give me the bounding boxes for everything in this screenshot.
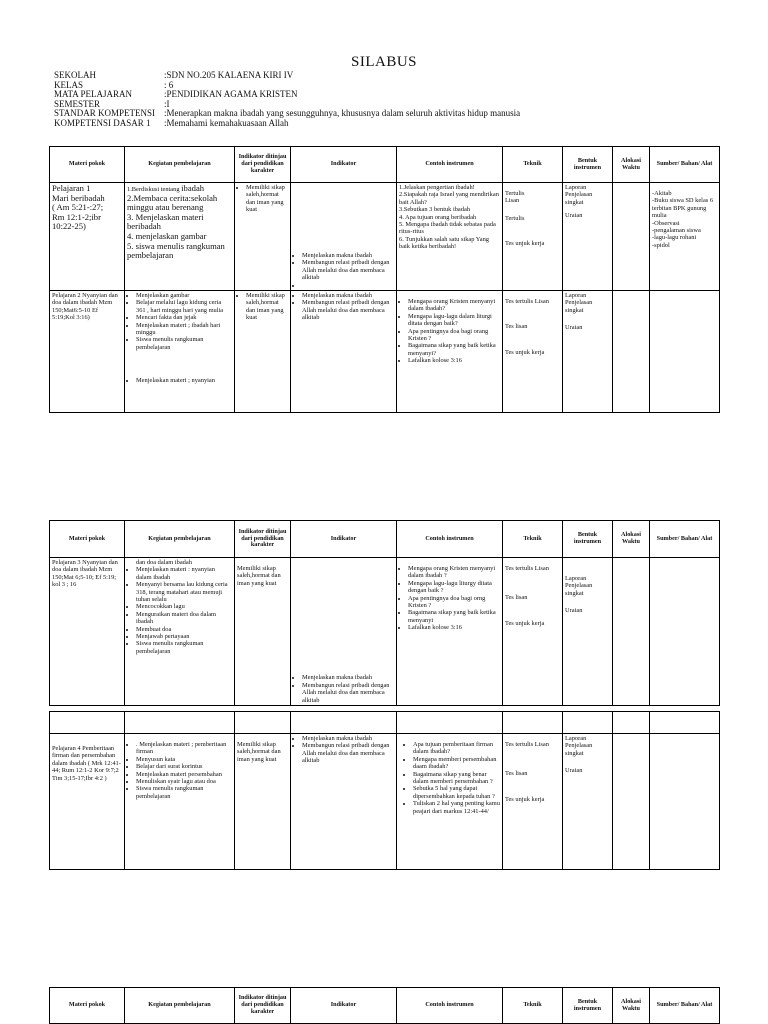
list-item: • Menjelaskan makna ibadah [302, 292, 394, 299]
header-kegiatan: Kegiatan pembelajaran [125, 147, 235, 183]
text-line: 2.Siapakah raja Israel yang mendirikan bait Allah? [399, 191, 499, 206]
cell-contoh [397, 734, 503, 870]
syllabus-table-3 [49, 711, 720, 870]
cell-sumber [650, 558, 720, 706]
cell-indikator [291, 183, 397, 291]
header-indikator: Indikator [291, 147, 397, 183]
list-item: • Membuat doa [136, 626, 232, 633]
meta-row-school [54, 71, 520, 81]
list-item: • Mencari fakta dan jejak [136, 314, 232, 321]
header-materi: Materi pokok [50, 988, 125, 1024]
list-item: • Membangun relasi pribadi dengan Allah melalui doa dan membaca alkitab [302, 299, 394, 321]
header-indikator: Indikator [291, 521, 397, 558]
list-item: • Belajar melalui lagu kidung ceria 361 , hari minggu hari yang mulia [136, 299, 232, 314]
header-sumber: Sumber/ Bahan/ Alat [650, 147, 720, 183]
meta-row-basic-competency [54, 119, 520, 129]
list-item [302, 282, 394, 289]
text-line: 10:22-25) [52, 221, 86, 232]
list-item: • Menjelaskan gambar [136, 292, 232, 299]
text-line: Tes unjuk kerja [505, 348, 545, 356]
meta-value: :Menerapkan makna ibadah yang sesungguhnya, khususnya dalam seluruh aktivitas hidup manusia [164, 108, 521, 119]
cell-kegiatan [125, 291, 235, 413]
cell-teknik [503, 183, 563, 291]
text-line: Penjelasan singkat [565, 191, 593, 206]
header-teknik: Teknik [503, 147, 563, 183]
text-line: ibadah [181, 183, 205, 193]
header-sumber: Sumber/ Bahan/ Alat [650, 521, 720, 558]
list-item: • Mengapa orang Kristen menyanyi dalam ibadah? [408, 298, 500, 313]
document-meta [54, 71, 520, 129]
header-indikator: Indikator [291, 988, 397, 1024]
text-line: Tertulis [505, 214, 525, 222]
table-row [50, 712, 720, 734]
text-line: -pengalaman siswa [652, 227, 701, 235]
meta-value: :I [164, 98, 170, 109]
text-line: Penjelasan singkat [565, 299, 593, 314]
text-line: Uraian [565, 607, 583, 615]
header-contoh: Contoh instrumen [397, 988, 503, 1024]
syllabus-table-4 [49, 987, 720, 1024]
list-item: • Menjelaskan makna ibadah [302, 735, 394, 742]
header-teknik: Teknik [503, 988, 563, 1024]
table-header-row [50, 988, 720, 1024]
cell-empty [613, 712, 650, 734]
header-materi: Materi pokok [50, 147, 125, 183]
list-item: • Membangun relasi pribadi dengan Allah melalui doa dan membaca alkitab [302, 682, 394, 704]
list-item: • Mengapa memberi persembahan daam ibadah? [413, 756, 500, 771]
header-kegiatan: Kegiatan pembelajaran [125, 521, 235, 558]
cell-kegiatan [125, 734, 235, 870]
list-item: • Lafalkan kolose 3:16 [408, 624, 500, 631]
list-item: • Belajar dari surat korintus [136, 763, 232, 770]
text-line: Lisan [505, 197, 520, 205]
header-alokasi: Alokasi Waktu [613, 988, 650, 1024]
list-item: • Sebutka 5 hal yang dapat dipersembahkan kepada tuhan ? [413, 785, 500, 800]
list-item: • Menjelaskan materi ; ibadah hari minggu [136, 322, 232, 337]
text-line: 6. Tunjukkan salah satu sikap Yang baik ketika beribadah! [399, 235, 490, 251]
cell-karakter [235, 183, 291, 291]
meta-label: KOMPETENSI DASAR 1 [54, 117, 151, 128]
cell-bentuk [563, 734, 613, 870]
list-item: • Mengapa lagu-lagu dalam liturgi ditata dengan baik? [408, 313, 500, 328]
list-item: • Apa tujuan pemberitaan firman dalam ibadah? [413, 741, 500, 756]
meta-value: :SDN NO.205 KALAENA KIRI IV [164, 70, 294, 80]
text-line: 4. Apa tujuan orang beribadah [399, 213, 477, 221]
meta-label: MATA PELAJARAN [54, 89, 133, 100]
cell-empty [125, 712, 235, 734]
cell-sumber [650, 183, 720, 291]
header-kegiatan: Kegiatan pembelajaran [125, 988, 235, 1024]
text-line: -spidol [652, 241, 670, 249]
list-item: • Siswa menulis rangkuman pembelajaran [136, 336, 232, 351]
list-item: • Bagaimana sikap yang benar dalam memberi persembahan ? [413, 771, 500, 786]
cell-alokasi [613, 734, 650, 870]
cell-indikator [291, 291, 397, 413]
text-line: Uraian [565, 324, 583, 332]
list-item: • Menguraikan materi doa dalam ibadah [136, 611, 232, 626]
cell-teknik [503, 291, 563, 413]
header-materi: Materi pokok [50, 521, 125, 558]
header-indikator-karakter: Indikator ditinjau dari pendidikan karakter [235, 521, 291, 558]
list-item: • Menjelaskan makna ibadah [302, 252, 394, 259]
list-item: • Siswa menulis rangkuman pembelajaran [136, 640, 232, 655]
text-line: -lagu-lagu rohani [652, 234, 697, 242]
cell-teknik [503, 734, 563, 870]
text-line: Tes lisan [505, 770, 528, 778]
cell-materi [50, 183, 125, 291]
text-line: 3. Menjelaskan materi beribadah [127, 211, 204, 232]
syllabus-table-2 [49, 520, 720, 706]
cell-kegiatan [125, 183, 235, 291]
text-line: Laporan [565, 575, 587, 582]
list-item: • Lafalkan kolose 3:16 [408, 357, 500, 364]
list-item: • Bagaimana sikap yang baik ketika menyanyi [408, 609, 500, 624]
text-line: Tes lisan [505, 323, 528, 331]
cell-empty [397, 712, 503, 734]
list-item: • Menjelaskan makna ibadah [302, 674, 394, 681]
text-line: ( Am 5:21-:27; [52, 202, 104, 213]
cell-materi [50, 291, 125, 413]
list-item: • Menjawab pertayaan [136, 633, 232, 640]
header-sumber: Sumber/ Bahan/ Alat [650, 988, 720, 1024]
cell-karakter [235, 558, 291, 706]
meta-label: SEMESTER [54, 98, 101, 109]
cell-sumber [650, 291, 720, 413]
table-header-row [50, 521, 720, 558]
list-item: • Menyusun kata [136, 756, 232, 763]
list-item: • Mengapa lagu-lagu liturgy ditata dengan baik ? [408, 580, 500, 595]
text-line: 3.Sebutkan 3 bentuk ibadah [399, 206, 470, 214]
header-bentuk: Bentuk instrumen [563, 147, 613, 183]
text-line: Uraian [565, 767, 583, 775]
cell-karakter [235, 734, 291, 870]
text-line: Uraian [565, 212, 583, 220]
text-line: 2.Membaca cerita:sekolah minggu atau berenang [127, 192, 218, 213]
text-line: Tes tertulis Lisan [505, 741, 549, 748]
text-line: Memiliki sikap saleh,hormat dan iman yang kuat [237, 741, 281, 763]
cell-contoh [397, 291, 503, 413]
text-line: 1.Berdiskusi tentang [127, 186, 180, 193]
text-line: dan doa dalam ibadah [136, 559, 192, 566]
cell-bentuk [563, 291, 613, 413]
text-line: Pelajaran 4 Pemberitaan firman dan persembahan dalam ibadah ( Mrk 12:41-44; Rum 12:1-2 Kor 9:7;2 Tim 3;15-17;Ibr 4:2 ) [52, 745, 121, 782]
text-line: Pelajaran 1 [52, 183, 91, 193]
header-indikator-karakter: Indikator ditinjau dari pendidikan karakter [235, 988, 291, 1024]
list-item: • Menyanyi bersama lau kidung ceria 318, terang matahari atau memuji tuhan selalu [136, 581, 232, 603]
header-alokasi: Alokasi Waktu [613, 521, 650, 558]
list-item: • Menjelaskan materi persembahan [136, 771, 232, 778]
text-line: Tes unjuk kerja [505, 795, 545, 803]
cell-alokasi [613, 558, 650, 706]
text-line: Mari beribadah [52, 192, 105, 203]
meta-label: KELAS [54, 79, 83, 90]
table-row [50, 558, 720, 706]
text-line: -Buku siswa SD kelas 6 terbitan BPK gunung mulia [652, 197, 714, 220]
header-alokasi: Alokasi Waktu [613, 147, 650, 183]
text-line: Tes lisan [505, 594, 528, 602]
text-line: Tes tertulis Lisan [505, 298, 549, 305]
cell-empty [503, 712, 563, 734]
list-item: • Mencocokkan lagu [136, 603, 232, 610]
text-line: Pelajaran 2 Nyanyian dan doa dalam ibadah Mzm 150;Mat6:5-10 Ef 5:19;Kol 3:16) [52, 292, 118, 322]
cell-empty [291, 712, 397, 734]
text-line: -Observasi [652, 219, 680, 227]
list-item: • Siswa menulis rangkuman pembelajaran [136, 785, 232, 800]
text-line: Laporan [565, 735, 587, 742]
header-bentuk: Bentuk instrumen [563, 521, 613, 558]
cell-empty [50, 712, 125, 734]
text-line: Penjelasan singkat [565, 742, 593, 757]
text-line: 4. menjelaskan gambar [127, 230, 207, 241]
header-bentuk: Bentuk instrumen [563, 988, 613, 1024]
meta-value: :Memahami kemahakuasaan Allah [164, 117, 289, 128]
text-line: Memiliki sikap saleh,hormat dan iman yang kuat [237, 565, 281, 587]
page-title: SILABUS [350, 54, 417, 70]
cell-empty [563, 712, 613, 734]
table-row [50, 183, 720, 291]
list-item: • Membangun relasi pribadi dengan Allah melalui doa dan membaca alkitab [302, 742, 394, 764]
cell-contoh [397, 558, 503, 706]
list-item: • Memiliki sikap saleh,hormat dan iman yang kuat [246, 184, 288, 214]
cell-teknik [503, 558, 563, 706]
list-item: • . Menjelaskan materi ; pemberitaan firman [136, 741, 232, 756]
text-line: Rm 12:1-2;ibr [52, 211, 101, 222]
cell-empty [235, 712, 291, 734]
syllabus-table-1 [49, 146, 720, 413]
list-item: • Apa pentingnya doa bagi orng Kristen ? [408, 595, 500, 610]
table-header-row [50, 147, 720, 183]
cell-bentuk [563, 558, 613, 706]
cell-alokasi [613, 291, 650, 413]
cell-karakter [235, 291, 291, 413]
text-line: Pelajaran 3 Nyanyian dan doa dalam ibadah Mzm 150;Mat 6;5-10; Ef 5:19; kol 3 ; 16 [52, 559, 118, 589]
list-item: • Menuliskan syair lagu atau doa [136, 778, 232, 785]
cell-kegiatan [125, 558, 235, 706]
list-item: • Mengapa orang Kristen menyanyi dalam ibadah ? [408, 565, 500, 580]
header-contoh: Contoh instrumen [397, 147, 503, 183]
cell-alokasi [613, 183, 650, 291]
text-line: Tertulis [505, 190, 525, 197]
text-line: Tes tertulis Lisan [505, 565, 549, 572]
text-line: Laporan [565, 292, 587, 299]
table-row [50, 291, 720, 413]
text-line: -Akitab [652, 190, 672, 197]
list-item: • Tuliskan 2 hal yang penting kamu peajari dari markus 12:41-44/ [413, 800, 500, 815]
table-row [50, 734, 720, 870]
header-contoh: Contoh instrumen [397, 521, 503, 558]
cell-contoh [397, 183, 503, 291]
list-item: • Menjelaskan materi ; nyanyian [136, 377, 232, 384]
text-line: 5. siswa menulis rangkuman pembelajaran [127, 240, 225, 261]
list-item: • Membangun relasi pribadi dengan Allah melalui doa dan membaca alkitab [302, 259, 394, 281]
text-line: Tes unjuk kerja [505, 619, 545, 627]
cell-empty [650, 712, 720, 734]
cell-indikator [291, 734, 397, 870]
text-line: Tes unjuk kerja [505, 240, 545, 248]
cell-materi [50, 734, 125, 870]
meta-row-subject [54, 90, 520, 100]
meta-value: : 6 [164, 79, 174, 90]
cell-indikator [291, 558, 397, 706]
meta-label: SEKOLAH [54, 70, 96, 80]
list-item: • Memiliki sikap saleh,hormat dan iman yang kuat [246, 292, 288, 322]
list-item: • Menjelaskan materi : nyanyian dalam ibadah [136, 566, 232, 581]
meta-label: STANDAR KOMPETENSI [54, 108, 156, 119]
list-item: • Bagaimana sikap yang baik ketika menyanyi? [408, 342, 500, 357]
header-teknik: Teknik [503, 521, 563, 558]
cell-materi [50, 558, 125, 706]
text-line: 1.Jelaskan pengertian ibadah! [399, 184, 475, 191]
list-item: • Apa pentingnya doa bagi orang Kristen ? [408, 328, 500, 343]
cell-bentuk [563, 183, 613, 291]
text-line: Laporan [565, 184, 587, 191]
meta-value: :PENDIDIKAN AGAMA KRISTEN [164, 89, 298, 100]
header-indikator-karakter: Indikator ditinjau dari pendidikan karakter [235, 147, 291, 183]
text-line: 5. Mengapa ibadah tidak sebatas pada ritus-ritus [399, 221, 496, 236]
text-line: Penjelasan singkat [565, 582, 593, 597]
cell-sumber [650, 734, 720, 870]
